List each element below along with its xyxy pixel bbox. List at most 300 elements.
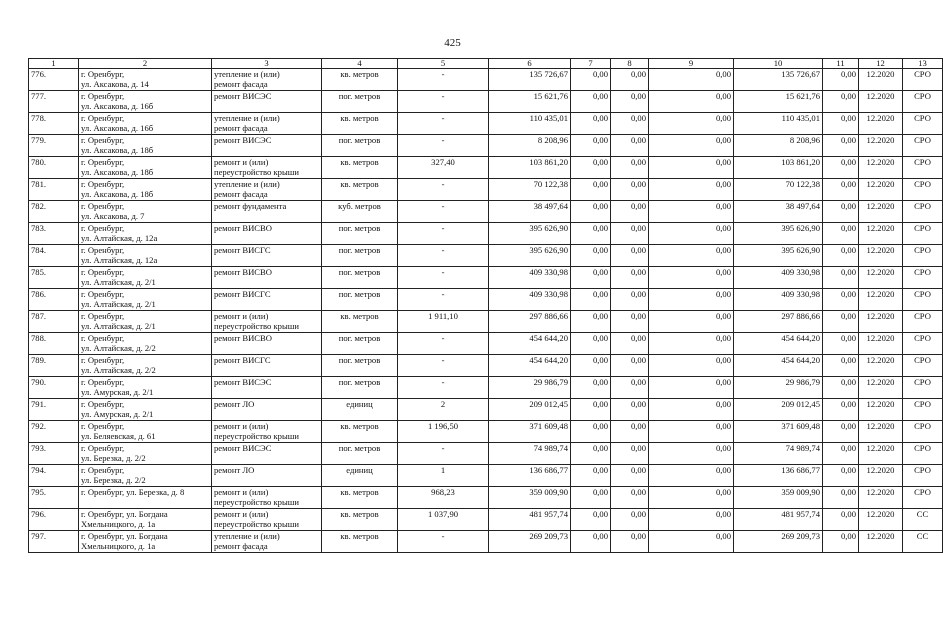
address-cell [79, 355, 212, 377]
table-row [29, 443, 943, 465]
address-cell [79, 443, 212, 465]
col10-cell: 29 986,79 [734, 377, 823, 399]
address-cell [79, 201, 212, 223]
table-row [29, 311, 943, 333]
address-cell-line: ул. Березка, д. 2/2 [81, 475, 146, 485]
method-cell: СРО [903, 289, 943, 311]
address-cell-line: ул. Алтайская, д. 2/1 [81, 299, 156, 309]
col8-cell: 0,00 [611, 465, 649, 487]
address-cell-line: г. Оренбург, [81, 91, 125, 101]
row-number: 779. [29, 135, 79, 157]
address-cell-line: г. Оренбург, [81, 289, 125, 299]
work-type-cell-line: ремонт ВИСЭС [214, 91, 272, 101]
work-type-cell [212, 443, 322, 465]
total-cost-cell: 454 644,20 [489, 355, 571, 377]
total-cost-cell: 297 886,66 [489, 311, 571, 333]
table-row [29, 157, 943, 179]
work-type-cell-line: ремонт и (или) [214, 157, 269, 167]
col11-cell: 0,00 [823, 113, 859, 135]
unit-cell: пог. метров [322, 289, 398, 311]
col11-cell: 0,00 [823, 509, 859, 531]
method-cell: СРО [903, 421, 943, 443]
address-cell-line: Хмельницкого, д. 1а [81, 541, 156, 551]
work-type-cell-line: переустройство крыши [214, 519, 299, 529]
col10-cell: 135 726,67 [734, 69, 823, 91]
work-type-cell-line: утепление и (или) [214, 179, 280, 189]
column-header-9: 9 [649, 59, 734, 69]
table-row [29, 531, 943, 553]
quantity-cell: - [398, 377, 489, 399]
col7-cell: 0,00 [571, 355, 611, 377]
work-type-cell [212, 113, 322, 135]
table-row [29, 179, 943, 201]
address-cell [79, 289, 212, 311]
work-type-cell [212, 223, 322, 245]
unit-cell: единиц [322, 399, 398, 421]
col9-cell: 0,00 [649, 245, 734, 267]
address-cell-line: г. Оренбург, [81, 113, 125, 123]
col8-cell: 0,00 [611, 113, 649, 135]
method-cell: СРО [903, 69, 943, 91]
deadline-cell: 12.2020 [859, 531, 903, 553]
method-cell: СС [903, 531, 943, 553]
table-row [29, 377, 943, 399]
work-type-cell [212, 355, 322, 377]
table-row [29, 465, 943, 487]
col8-cell: 0,00 [611, 333, 649, 355]
method-cell: СРО [903, 333, 943, 355]
col8-cell: 0,00 [611, 245, 649, 267]
work-type-cell [212, 91, 322, 113]
address-cell-line: г. Оренбург, [81, 69, 125, 79]
deadline-cell: 12.2020 [859, 465, 903, 487]
address-cell [79, 509, 212, 531]
col8-cell: 0,00 [611, 355, 649, 377]
method-cell: СРО [903, 443, 943, 465]
row-number: 781. [29, 179, 79, 201]
total-cost-cell: 209 012,45 [489, 399, 571, 421]
quantity-cell: 968,23 [398, 487, 489, 509]
quantity-cell: - [398, 91, 489, 113]
table-row [29, 113, 943, 135]
address-cell [79, 487, 212, 509]
quantity-cell: - [398, 531, 489, 553]
col8-cell: 0,00 [611, 179, 649, 201]
method-cell: СРО [903, 223, 943, 245]
col9-cell: 0,00 [649, 289, 734, 311]
column-header-11: 11 [823, 59, 859, 69]
method-cell: СРО [903, 179, 943, 201]
work-type-cell-line: ремонт ВИСВО [214, 333, 272, 343]
address-cell-line: ул. Аксакова, д. 18б [81, 145, 154, 155]
col11-cell: 0,00 [823, 531, 859, 553]
table-row [29, 135, 943, 157]
col9-cell: 0,00 [649, 311, 734, 333]
col11-cell: 0,00 [823, 443, 859, 465]
col7-cell: 0,00 [571, 465, 611, 487]
quantity-cell: - [398, 333, 489, 355]
col11-cell: 0,00 [823, 91, 859, 113]
work-type-cell-line: переустройство крыши [214, 321, 299, 331]
work-type-cell-line: ремонт ВИСГС [214, 355, 271, 365]
work-type-cell-line: ремонт ВИСВО [214, 267, 272, 277]
col9-cell: 0,00 [649, 201, 734, 223]
work-type-cell-line: ремонт и (или) [214, 509, 269, 519]
deadline-cell: 12.2020 [859, 509, 903, 531]
work-type-cell-line: переустройство крыши [214, 497, 299, 507]
column-header-2: 2 [79, 59, 212, 69]
method-cell: СРО [903, 355, 943, 377]
deadline-cell: 12.2020 [859, 179, 903, 201]
method-cell: СРО [903, 465, 943, 487]
address-cell-line: ул. Амурская, д. 2/1 [81, 409, 154, 419]
table-row [29, 267, 943, 289]
address-cell [79, 91, 212, 113]
address-cell-line: ул. Березка, д. 2/2 [81, 453, 146, 463]
quantity-cell: 1 911,10 [398, 311, 489, 333]
unit-cell: кв. метров [322, 487, 398, 509]
col11-cell: 0,00 [823, 179, 859, 201]
quantity-cell: 327,40 [398, 157, 489, 179]
row-number: 792. [29, 421, 79, 443]
row-number: 793. [29, 443, 79, 465]
quantity-cell: 1 [398, 465, 489, 487]
col8-cell: 0,00 [611, 267, 649, 289]
total-cost-cell: 454 644,20 [489, 333, 571, 355]
row-number: 787. [29, 311, 79, 333]
row-number: 795. [29, 487, 79, 509]
address-cell [79, 223, 212, 245]
work-type-cell [212, 135, 322, 157]
total-cost-cell: 371 609,48 [489, 421, 571, 443]
col7-cell: 0,00 [571, 333, 611, 355]
address-cell-line: г. Оренбург, [81, 465, 125, 475]
quantity-cell: - [398, 113, 489, 135]
address-cell-line: г. Оренбург, [81, 245, 125, 255]
col11-cell: 0,00 [823, 69, 859, 91]
unit-cell: пог. метров [322, 135, 398, 157]
unit-cell: кв. метров [322, 157, 398, 179]
col7-cell: 0,00 [571, 245, 611, 267]
deadline-cell: 12.2020 [859, 69, 903, 91]
deadline-cell: 12.2020 [859, 443, 903, 465]
col7-cell: 0,00 [571, 69, 611, 91]
col7-cell: 0,00 [571, 399, 611, 421]
address-cell-line: г. Оренбург, [81, 421, 125, 431]
unit-cell: кв. метров [322, 421, 398, 443]
work-type-cell-line: ремонт и (или) [214, 421, 269, 431]
table-row [29, 509, 943, 531]
col7-cell: 0,00 [571, 421, 611, 443]
col10-cell: 70 122,38 [734, 179, 823, 201]
deadline-cell: 12.2020 [859, 377, 903, 399]
column-header-12: 12 [859, 59, 903, 69]
col9-cell: 0,00 [649, 267, 734, 289]
unit-cell: кв. метров [322, 531, 398, 553]
work-type-cell [212, 157, 322, 179]
method-cell: СРО [903, 91, 943, 113]
method-cell: СРО [903, 311, 943, 333]
work-type-cell [212, 179, 322, 201]
col10-cell: 409 330,98 [734, 289, 823, 311]
table-row [29, 333, 943, 355]
work-type-cell [212, 289, 322, 311]
col9-cell: 0,00 [649, 69, 734, 91]
deadline-cell: 12.2020 [859, 487, 903, 509]
unit-cell: кв. метров [322, 113, 398, 135]
work-type-cell-line: ремонт и (или) [214, 487, 269, 497]
col9-cell: 0,00 [649, 333, 734, 355]
col9-cell: 0,00 [649, 113, 734, 135]
col9-cell: 0,00 [649, 509, 734, 531]
col8-cell: 0,00 [611, 487, 649, 509]
work-type-cell-line: ремонт фундамента [214, 201, 287, 211]
col8-cell: 0,00 [611, 223, 649, 245]
work-type-cell [212, 245, 322, 267]
work-type-cell-line: ремонт ВИСЭС [214, 443, 272, 453]
col10-cell: 409 330,98 [734, 267, 823, 289]
col11-cell: 0,00 [823, 223, 859, 245]
address-cell [79, 333, 212, 355]
col10-cell: 297 886,66 [734, 311, 823, 333]
address-cell-line: г. Оренбург, [81, 443, 125, 453]
col10-cell: 371 609,48 [734, 421, 823, 443]
work-type-cell-line: переустройство крыши [214, 167, 299, 177]
work-type-cell-line: утепление и (или) [214, 113, 280, 123]
col11-cell: 0,00 [823, 377, 859, 399]
quantity-cell: - [398, 289, 489, 311]
work-type-cell [212, 201, 322, 223]
col9-cell: 0,00 [649, 157, 734, 179]
col7-cell: 0,00 [571, 531, 611, 553]
col9-cell: 0,00 [649, 421, 734, 443]
work-type-cell-line: утепление и (или) [214, 69, 280, 79]
unit-cell: пог. метров [322, 377, 398, 399]
address-cell-line: ул. Алтайская, д. 12а [81, 233, 158, 243]
address-cell [79, 113, 212, 135]
col9-cell: 0,00 [649, 443, 734, 465]
address-cell-line: ул. Аксакова, д. 7 [81, 211, 145, 221]
table-body [29, 69, 943, 553]
deadline-cell: 12.2020 [859, 201, 903, 223]
work-type-cell [212, 531, 322, 553]
col7-cell: 0,00 [571, 509, 611, 531]
method-cell: СРО [903, 487, 943, 509]
total-cost-cell: 481 957,74 [489, 509, 571, 531]
unit-cell: пог. метров [322, 443, 398, 465]
col11-cell: 0,00 [823, 399, 859, 421]
quantity-cell: - [398, 267, 489, 289]
col9-cell: 0,00 [649, 531, 734, 553]
col10-cell: 454 644,20 [734, 333, 823, 355]
table-row [29, 421, 943, 443]
work-type-cell-line: ремонт ВИСВО [214, 223, 272, 233]
method-cell: СРО [903, 267, 943, 289]
column-header-5: 5 [398, 59, 489, 69]
address-cell-line: ул. Аксакова, д. 14 [81, 79, 149, 89]
col8-cell: 0,00 [611, 289, 649, 311]
row-number: 778. [29, 113, 79, 135]
row-number: 788. [29, 333, 79, 355]
column-header-3: 3 [212, 59, 322, 69]
col9-cell: 0,00 [649, 377, 734, 399]
deadline-cell: 12.2020 [859, 399, 903, 421]
work-type-cell-line: ремонт и (или) [214, 311, 269, 321]
table-row [29, 355, 943, 377]
col7-cell: 0,00 [571, 377, 611, 399]
col11-cell: 0,00 [823, 465, 859, 487]
work-type-cell [212, 69, 322, 91]
quantity-cell: - [398, 443, 489, 465]
total-cost-cell: 38 497,64 [489, 201, 571, 223]
address-cell-line: ул. Аксакова, д. 18б [81, 189, 154, 199]
deadline-cell: 12.2020 [859, 289, 903, 311]
quantity-cell: 2 [398, 399, 489, 421]
address-cell-line: ул. Аксакова, д. 16б [81, 123, 154, 133]
column-header-13: 13 [903, 59, 943, 69]
unit-cell: пог. метров [322, 223, 398, 245]
address-cell-line: г. Оренбург, [81, 399, 125, 409]
col10-cell: 209 012,45 [734, 399, 823, 421]
address-cell-line: г. Оренбург, [81, 179, 125, 189]
address-cell-line: ул. Алтайская, д. 2/1 [81, 277, 156, 287]
method-cell: СРО [903, 245, 943, 267]
address-cell-line: г. Оренбург, [81, 157, 125, 167]
deadline-cell: 12.2020 [859, 355, 903, 377]
col7-cell: 0,00 [571, 443, 611, 465]
deadline-cell: 12.2020 [859, 135, 903, 157]
col9-cell: 0,00 [649, 135, 734, 157]
col11-cell: 0,00 [823, 487, 859, 509]
row-number: 797. [29, 531, 79, 553]
capital-repair-table [28, 58, 943, 553]
col7-cell: 0,00 [571, 179, 611, 201]
col10-cell: 136 686,77 [734, 465, 823, 487]
unit-cell: кв. метров [322, 179, 398, 201]
col8-cell: 0,00 [611, 69, 649, 91]
address-cell [79, 267, 212, 289]
table-row [29, 223, 943, 245]
work-type-cell [212, 487, 322, 509]
address-cell [79, 421, 212, 443]
col10-cell: 395 626,90 [734, 245, 823, 267]
col11-cell: 0,00 [823, 355, 859, 377]
address-cell [79, 245, 212, 267]
quantity-cell: - [398, 223, 489, 245]
unit-cell: пог. метров [322, 91, 398, 113]
row-number: 780. [29, 157, 79, 179]
work-type-cell-line: ремонт ВИСГС [214, 245, 271, 255]
total-cost-cell: 409 330,98 [489, 289, 571, 311]
table-row [29, 487, 943, 509]
address-cell-line: ул. Амурская, д. 2/1 [81, 387, 154, 397]
work-type-cell [212, 509, 322, 531]
method-cell: СРО [903, 157, 943, 179]
column-header-1: 1 [29, 59, 79, 69]
col7-cell: 0,00 [571, 135, 611, 157]
method-cell: СРО [903, 377, 943, 399]
col8-cell: 0,00 [611, 421, 649, 443]
work-type-cell [212, 311, 322, 333]
address-cell-line: ул. Беляевская, д. 61 [81, 431, 156, 441]
address-cell-line: г. Оренбург, ул. Богдана [81, 509, 168, 519]
deadline-cell: 12.2020 [859, 421, 903, 443]
col7-cell: 0,00 [571, 157, 611, 179]
total-cost-cell: 70 122,38 [489, 179, 571, 201]
deadline-cell: 12.2020 [859, 245, 903, 267]
address-cell-line: г. Оренбург, [81, 267, 125, 277]
deadline-cell: 12.2020 [859, 223, 903, 245]
col11-cell: 0,00 [823, 267, 859, 289]
address-cell-line: г. Оренбург, ул. Березка, д. 8 [81, 487, 185, 497]
col9-cell: 0,00 [649, 399, 734, 421]
address-cell [79, 531, 212, 553]
address-cell-line: г. Оренбург, [81, 355, 125, 365]
col7-cell: 0,00 [571, 223, 611, 245]
table-row [29, 69, 943, 91]
col9-cell: 0,00 [649, 355, 734, 377]
row-number: 790. [29, 377, 79, 399]
total-cost-cell: 395 626,90 [489, 223, 571, 245]
col7-cell: 0,00 [571, 289, 611, 311]
col7-cell: 0,00 [571, 113, 611, 135]
total-cost-cell: 359 009,90 [489, 487, 571, 509]
quantity-cell: - [398, 135, 489, 157]
total-cost-cell: 395 626,90 [489, 245, 571, 267]
total-cost-cell: 74 989,74 [489, 443, 571, 465]
col10-cell: 110 435,01 [734, 113, 823, 135]
column-header-4: 4 [322, 59, 398, 69]
col8-cell: 0,00 [611, 135, 649, 157]
row-number: 794. [29, 465, 79, 487]
col8-cell: 0,00 [611, 399, 649, 421]
deadline-cell: 12.2020 [859, 113, 903, 135]
col8-cell: 0,00 [611, 311, 649, 333]
deadline-cell: 12.2020 [859, 333, 903, 355]
work-type-cell-line: утепление и (или) [214, 531, 280, 541]
row-number: 791. [29, 399, 79, 421]
address-cell [79, 399, 212, 421]
col11-cell: 0,00 [823, 157, 859, 179]
col8-cell: 0,00 [611, 377, 649, 399]
column-header-6: 6 [489, 59, 571, 69]
deadline-cell: 12.2020 [859, 91, 903, 113]
work-type-cell [212, 421, 322, 443]
method-cell: СРО [903, 113, 943, 135]
col10-cell: 454 644,20 [734, 355, 823, 377]
col8-cell: 0,00 [611, 509, 649, 531]
address-cell-line: г. Оренбург, [81, 333, 125, 343]
row-number: 796. [29, 509, 79, 531]
col10-cell: 395 626,90 [734, 223, 823, 245]
work-type-cell-line: ремонт ВИСГС [214, 289, 271, 299]
work-type-cell-line: ремонт фасада [214, 541, 268, 551]
total-cost-cell: 15 621,76 [489, 91, 571, 113]
work-type-cell [212, 399, 322, 421]
col11-cell: 0,00 [823, 201, 859, 223]
unit-cell: пог. метров [322, 333, 398, 355]
unit-cell: пог. метров [322, 355, 398, 377]
method-cell: СС [903, 509, 943, 531]
column-header-8: 8 [611, 59, 649, 69]
total-cost-cell: 409 330,98 [489, 267, 571, 289]
col7-cell: 0,00 [571, 311, 611, 333]
col11-cell: 0,00 [823, 135, 859, 157]
deadline-cell: 12.2020 [859, 311, 903, 333]
page-number: 425 [444, 37, 461, 49]
col11-cell: 0,00 [823, 245, 859, 267]
unit-cell: кв. метров [322, 509, 398, 531]
